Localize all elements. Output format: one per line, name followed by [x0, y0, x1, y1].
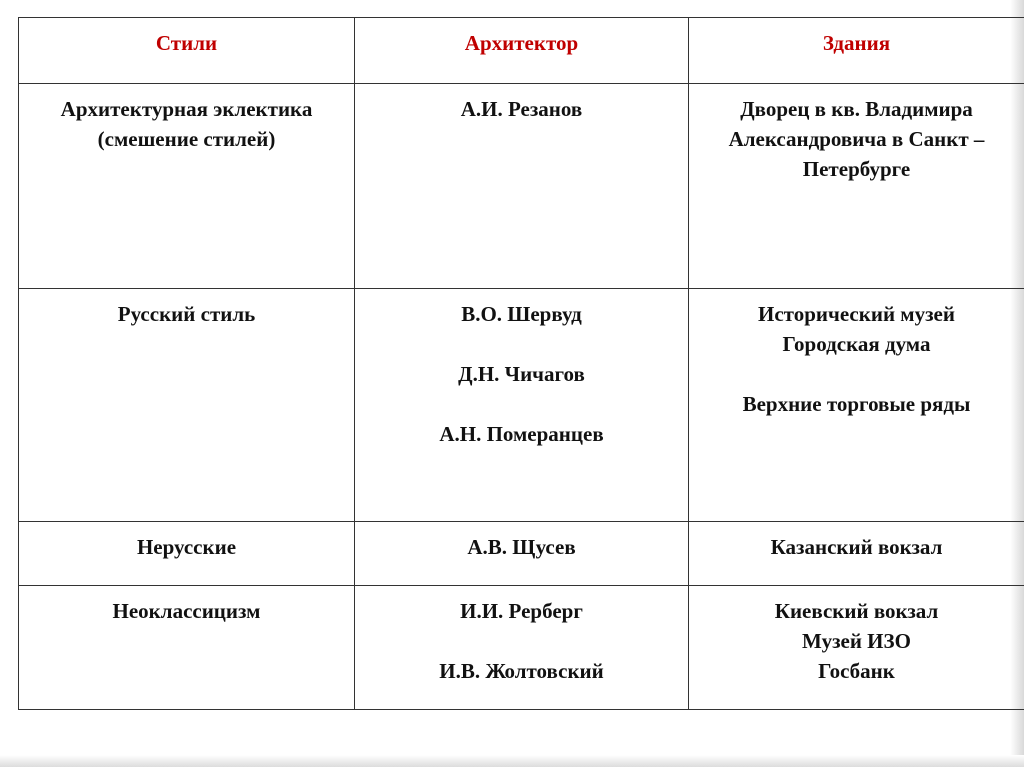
style-cell: [19, 84, 355, 289]
buildings-cell: [689, 289, 1024, 522]
style-name: Неоклассицизм: [112, 599, 261, 623]
buildings-cell: [689, 84, 1024, 289]
architect-name: В.О. Шервуд: [461, 302, 582, 326]
style-cell: [19, 289, 355, 522]
building-name: Казанский вокзал: [770, 535, 943, 559]
buildings-cell: [689, 586, 1024, 710]
style-name: Нерусские: [136, 535, 237, 559]
architecture-styles-table: [18, 17, 1024, 710]
architect-name: А.В. Щусев: [467, 535, 576, 559]
architect-name: А.Н. Померанцев: [439, 422, 604, 446]
header-buildings: Здания: [689, 18, 1024, 84]
architect-name: А.И. Резанов: [460, 97, 583, 121]
style-name: Архитектурная эклектика: [60, 97, 313, 121]
building-name: Городская дума: [782, 332, 931, 356]
architect-cell: [355, 586, 689, 710]
architect-name: Д.Н. Чичагов: [458, 362, 585, 386]
building-name: Музей ИЗО: [802, 629, 911, 653]
architect-name: И.В. Жолтовский: [439, 659, 604, 683]
table-row: [19, 289, 1024, 522]
header-architect: Архитектор: [355, 18, 689, 84]
slide-bottom-shadow: [0, 755, 1024, 767]
building-name: Исторический музей: [758, 302, 955, 326]
building-name: Киевский вокзал: [774, 599, 939, 623]
style-cell: [19, 522, 355, 586]
table-row: [19, 522, 1024, 586]
style-name: (смешение стилей): [97, 127, 276, 151]
table-header-row: [19, 18, 1024, 84]
style-cell: [19, 586, 355, 710]
architect-name: И.И. Рерберг: [460, 599, 583, 623]
building-name: Петербурге: [802, 157, 911, 181]
building-name: Верхние торговые ряды: [742, 392, 971, 416]
buildings-cell: [689, 522, 1024, 586]
table-row: [19, 586, 1024, 710]
architect-cell: [355, 289, 689, 522]
architect-cell: [355, 84, 689, 289]
building-name: Госбанк: [818, 659, 895, 683]
header-styles: Стили: [19, 18, 355, 84]
style-name: Русский стиль: [117, 302, 256, 326]
architect-cell: [355, 522, 689, 586]
building-name: Дворец в кв. Владимира: [740, 97, 973, 121]
table-row: [19, 84, 1024, 289]
building-name: Александровича в Санкт –: [728, 127, 985, 151]
